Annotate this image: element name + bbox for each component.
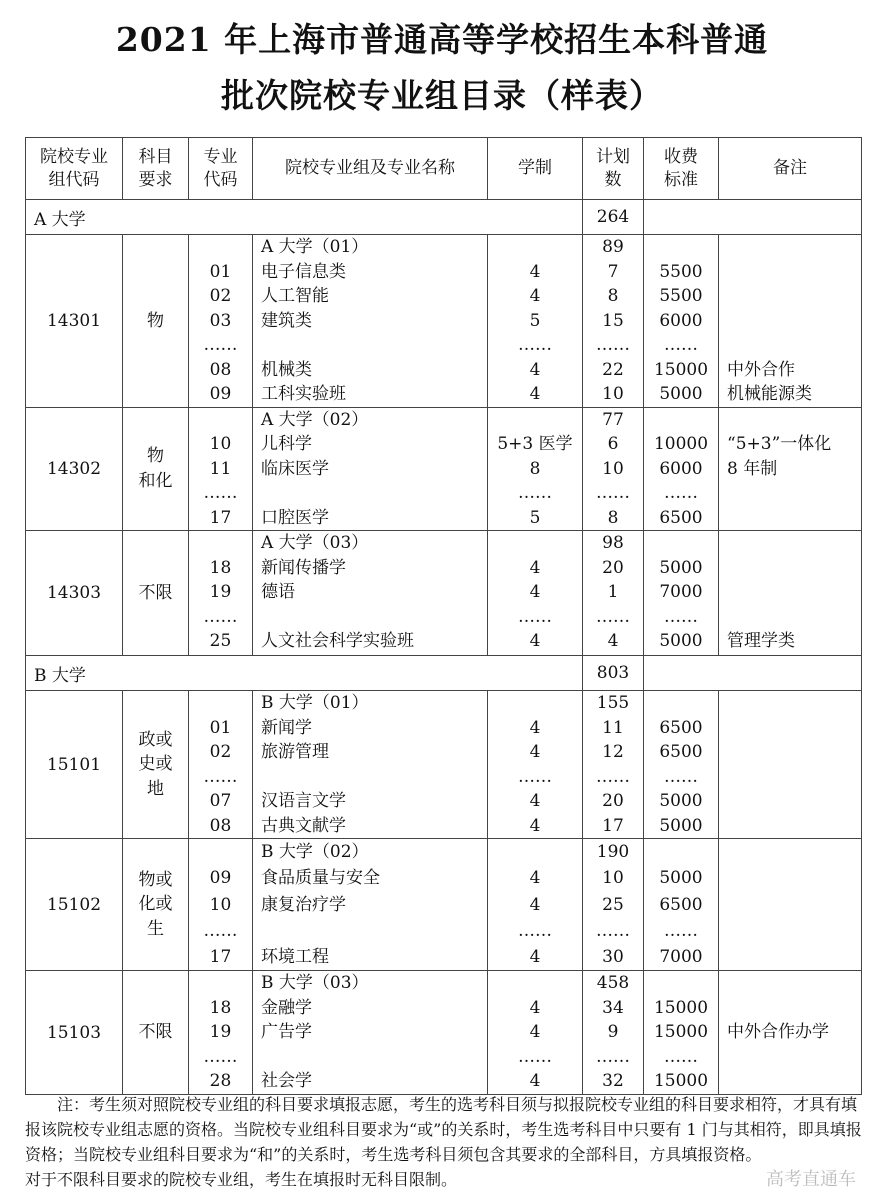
- column-header: 备注: [719, 138, 862, 200]
- major-name: 金融学: [261, 997, 312, 1018]
- tuition-fee-column: [644, 839, 719, 971]
- major-code: ……: [203, 920, 238, 941]
- group-code: 14301: [26, 235, 123, 408]
- remark: [719, 481, 861, 506]
- major-code: 03: [209, 310, 232, 331]
- university-row: [26, 656, 862, 691]
- subject-line: 不限: [138, 1022, 173, 1043]
- tuition-fee: [644, 235, 718, 260]
- column-header: 科目要求: [123, 138, 189, 200]
- tuition-fee: 6000: [659, 310, 703, 331]
- tuition-fee: 6500: [659, 742, 703, 762]
- plan-count: 20: [602, 557, 624, 578]
- major-name: B 大学（02）: [261, 842, 369, 862]
- major-code: ……: [203, 335, 238, 355]
- plan-count-column: [583, 971, 644, 1095]
- major-code-column: [189, 971, 253, 1095]
- study-years: 4: [529, 742, 541, 762]
- tuition-fee: 5000: [659, 557, 703, 578]
- university-row-filler: [644, 656, 862, 691]
- major-name: 环境工程: [261, 947, 329, 968]
- major-code: 18: [209, 997, 232, 1018]
- subject-line: 地: [147, 778, 164, 799]
- subject-line: 史或: [138, 754, 173, 775]
- tuition-fee: ……: [664, 335, 698, 355]
- tuition-fee: [644, 531, 718, 556]
- major-code: 08: [209, 815, 232, 836]
- major-code-column: [189, 691, 253, 839]
- university-row: [26, 200, 862, 235]
- major-code: 08: [209, 359, 232, 380]
- remark: [719, 531, 861, 556]
- plan-count: 17: [602, 815, 624, 836]
- study-years: ……: [518, 766, 552, 787]
- major-code: 10: [209, 894, 232, 915]
- plan-count: 77: [602, 409, 624, 430]
- major-name-column: [253, 235, 488, 408]
- remark: [719, 691, 861, 716]
- group-row: [26, 691, 862, 839]
- tuition-fee: 5000: [659, 791, 703, 811]
- remark: [719, 814, 861, 839]
- column-header: 专业代码: [189, 138, 253, 200]
- tuition-fee-column: [644, 235, 719, 408]
- study-years: 4: [529, 868, 541, 889]
- footnote-para: 注：考生须对照院校专业组的科目要求填报志愿，考生的选考科目须与拟报院校专业组的科目要求相符，才具有填报该院校专业组志愿的资格。当院校专业组科目要求为“或”的关系时，考生选考科目中只要有 1 门与其相符，即具填报资格；当院校专业组科目要求为“和”的关系时，考生选考科目须包含其要求的全部科目，方具填报资格。: [25, 1095, 862, 1164]
- plan-count-column: [583, 691, 644, 839]
- study-years: 4: [529, 717, 541, 738]
- tuition-fee: 5000: [659, 868, 703, 889]
- study-years: 4: [529, 582, 541, 602]
- study-years-column: [488, 971, 583, 1095]
- watermark: 高考直通车: [766, 1169, 856, 1190]
- major-name: 工科实验班: [261, 384, 346, 404]
- major-name: 机械类: [261, 359, 312, 380]
- document-title-line1: 2021 年上海市普通高等学校招生本科普通: [115, 20, 769, 59]
- remark: [719, 309, 861, 334]
- plan-count-column: [583, 531, 644, 656]
- major-name: 德语: [261, 582, 295, 602]
- remark: [719, 865, 861, 891]
- tuition-fee-column: [644, 691, 719, 839]
- major-code: 28: [209, 1071, 232, 1092]
- university-name: B 大学: [26, 656, 583, 691]
- university-plan-total: 803: [583, 656, 644, 691]
- tuition-fee: 5500: [659, 261, 703, 282]
- plan-count: ……: [596, 1046, 630, 1067]
- tuition-fee: 7000: [659, 582, 703, 602]
- remark-column: [719, 691, 862, 839]
- major-name: A 大学（01）: [261, 237, 369, 257]
- remark: [719, 839, 861, 865]
- column-header: 计划数: [583, 138, 644, 200]
- plan-count-column: [583, 407, 644, 531]
- major-code: 01: [209, 717, 232, 738]
- major-name: 口腔医学: [261, 507, 329, 528]
- group-row: [26, 971, 862, 1095]
- plan-count: 98: [602, 533, 624, 553]
- tuition-fee: 6000: [659, 458, 703, 479]
- plan-count: 20: [602, 791, 624, 811]
- remark: [719, 996, 861, 1021]
- tuition-fee: ……: [664, 920, 698, 941]
- major-code: [189, 235, 252, 260]
- subject-line: 和化: [138, 470, 173, 491]
- major-name: 康复治疗学: [261, 894, 346, 915]
- major-code: 01: [209, 261, 232, 282]
- plan-count: ……: [596, 766, 630, 787]
- tuition-fee: 7000: [659, 947, 703, 968]
- study-years: ……: [518, 606, 552, 627]
- study-years: 5: [529, 507, 541, 528]
- subject-line: 物或: [138, 869, 173, 890]
- study-years-column: [488, 407, 583, 531]
- tuition-fee: ……: [664, 483, 698, 503]
- remark: [719, 580, 861, 605]
- catalog-table: [25, 137, 862, 1095]
- tuition-fee: 6500: [659, 717, 703, 738]
- remark: “5+3”一体化: [727, 434, 832, 454]
- remark: [719, 765, 861, 790]
- study-years-column: [488, 235, 583, 408]
- major-name: 临床医学: [261, 458, 329, 479]
- plan-count: 15: [602, 310, 624, 331]
- remark-column: [719, 531, 862, 656]
- major-code: [189, 971, 252, 996]
- major-name: 食品质量与安全: [261, 868, 380, 889]
- subject-requirement: [123, 691, 189, 839]
- study-years-column: [488, 531, 583, 656]
- tuition-fee: ……: [664, 766, 698, 787]
- remark: [719, 944, 861, 970]
- plan-count: 12: [602, 742, 624, 762]
- tuition-fee: [644, 839, 718, 865]
- major-code: ……: [203, 766, 238, 787]
- subject-line: 不限: [138, 582, 173, 603]
- tuition-fee: 5000: [659, 631, 703, 651]
- study-years: [488, 408, 582, 433]
- study-years: 4: [529, 1022, 541, 1043]
- footnote-para: 对于不限科目要求的院校专业组，考生在填报时无科目限制。: [25, 1170, 458, 1189]
- remark: 中外合作办学: [727, 1022, 829, 1043]
- study-years: 4: [529, 1071, 541, 1092]
- major-name-column: [253, 531, 488, 656]
- study-years: 4: [529, 384, 541, 404]
- major-name-column: [253, 691, 488, 839]
- major-code: 19: [209, 582, 232, 602]
- major-code: 09: [209, 384, 232, 404]
- document-title-line2: 批次院校专业组目录（样表）: [221, 76, 663, 115]
- group-row: [26, 531, 862, 656]
- group-code: 14302: [26, 407, 123, 531]
- study-years: 5+3 医学: [497, 434, 573, 454]
- remark-column: [719, 407, 862, 531]
- subject-requirement: [123, 235, 189, 408]
- tuition-fee: [644, 971, 718, 996]
- major-code: 09: [209, 868, 232, 889]
- group-code: 14303: [26, 531, 123, 656]
- subject-requirement: [123, 839, 189, 971]
- plan-count: 8: [607, 286, 619, 306]
- major-code: 18: [209, 557, 232, 578]
- plan-count: 8: [607, 507, 619, 528]
- major-name: 汉语言文学: [261, 791, 346, 811]
- tuition-fee: 10000: [653, 434, 709, 454]
- major-name: [253, 1045, 487, 1070]
- study-years: 4: [529, 631, 541, 651]
- plan-count: 190: [596, 842, 630, 862]
- major-name: 人工智能: [261, 286, 329, 306]
- study-years: [488, 691, 582, 716]
- major-name: 建筑类: [261, 310, 312, 331]
- major-name: B 大学（01）: [261, 693, 369, 713]
- major-code: ……: [203, 1046, 238, 1067]
- major-code: 02: [209, 742, 232, 762]
- study-years: 4: [529, 947, 541, 968]
- major-code: 07: [209, 791, 232, 811]
- major-code: 17: [209, 947, 232, 968]
- remark: [719, 892, 861, 918]
- remark: [719, 556, 861, 581]
- tuition-fee: 15000: [653, 359, 709, 380]
- group-row: [26, 407, 862, 531]
- major-name: 旅游管理: [261, 742, 329, 762]
- major-code: 10: [209, 434, 232, 454]
- remark: [719, 1069, 861, 1094]
- study-years: 4: [529, 286, 541, 306]
- study-years: 4: [529, 894, 541, 915]
- plan-count: 32: [602, 1071, 624, 1092]
- plan-count-column: [583, 235, 644, 408]
- major-code: [189, 408, 252, 433]
- tuition-fee-column: [644, 531, 719, 656]
- tuition-fee: 6500: [659, 894, 703, 915]
- plan-count: ……: [596, 606, 630, 627]
- subject-line: 生: [147, 918, 164, 939]
- subject-requirement: [123, 971, 189, 1095]
- group-code: 15102: [26, 839, 123, 971]
- plan-count: 6: [607, 434, 619, 454]
- remark: [719, 971, 861, 996]
- remark: 中外合作: [727, 359, 795, 380]
- plan-count: 10: [602, 384, 624, 404]
- remark-column: [719, 235, 862, 408]
- remark-column: [719, 839, 862, 971]
- remark: [719, 506, 861, 531]
- major-name-column: [253, 407, 488, 531]
- subject-line: 物: [147, 310, 164, 331]
- study-years: [488, 839, 582, 865]
- plan-count: 25: [602, 894, 624, 915]
- group-code: 15101: [26, 691, 123, 839]
- plan-count: 155: [596, 693, 630, 713]
- major-code: 02: [209, 286, 232, 306]
- study-years: [488, 235, 582, 260]
- plan-count: ……: [596, 920, 630, 941]
- plan-count: 458: [596, 973, 630, 994]
- remark: [719, 605, 861, 630]
- university-name: A 大学: [26, 200, 583, 235]
- major-name-column: [253, 971, 488, 1095]
- plan-count: 22: [602, 359, 624, 380]
- study-years: 4: [529, 261, 541, 282]
- major-code-column: [189, 235, 253, 408]
- major-name: 古典文献学: [261, 815, 346, 836]
- plan-count: 10: [602, 868, 624, 889]
- major-name: B 大学（03）: [261, 973, 369, 994]
- subject-requirement: [123, 531, 189, 656]
- study-years: [488, 971, 582, 996]
- major-code-column: [189, 407, 253, 531]
- tuition-fee: 15000: [653, 1071, 709, 1092]
- tuition-fee: 5000: [659, 384, 703, 404]
- subject-line: 政或: [138, 729, 173, 750]
- study-years: 4: [529, 557, 541, 578]
- remark: [719, 333, 861, 358]
- study-years: ……: [518, 483, 552, 503]
- study-years: ……: [518, 335, 552, 355]
- major-code: 11: [209, 458, 232, 479]
- study-years: 4: [529, 997, 541, 1018]
- major-name: 人文社会科学实验班: [261, 631, 414, 651]
- university-row-filler: [644, 200, 862, 235]
- tuition-fee: 15000: [653, 997, 709, 1018]
- major-code: 25: [209, 631, 232, 651]
- study-years: 4: [529, 359, 541, 380]
- major-name: A 大学（02）: [261, 409, 369, 430]
- study-years: [488, 531, 582, 556]
- plan-count: 30: [602, 947, 624, 968]
- plan-count-column: [583, 839, 644, 971]
- subject-line: 物: [147, 446, 164, 467]
- tuition-fee: 6500: [659, 507, 703, 528]
- plan-count: 10: [602, 458, 624, 479]
- column-header: 院校专业组代码: [26, 138, 123, 200]
- plan-count: 1: [607, 582, 619, 602]
- plan-count: 34: [602, 997, 624, 1018]
- remark: [719, 235, 861, 260]
- remark: [719, 260, 861, 285]
- major-code: [189, 839, 252, 865]
- major-name: A 大学（03）: [261, 533, 369, 553]
- tuition-fee: 5000: [659, 815, 703, 836]
- major-name: 电子信息类: [261, 261, 346, 282]
- tuition-fee: ……: [664, 606, 698, 627]
- tuition-fee-column: [644, 407, 719, 531]
- major-code: [189, 691, 252, 716]
- plan-count: ……: [596, 335, 630, 355]
- remark: [719, 789, 861, 814]
- remark-column: [719, 971, 862, 1095]
- study-years: 8: [529, 458, 541, 479]
- major-code-column: [189, 531, 253, 656]
- group-row: [26, 839, 862, 971]
- remark: [719, 284, 861, 309]
- footnote: [25, 1092, 865, 1192]
- remark: 8 年制: [727, 458, 778, 479]
- remark: [719, 740, 861, 765]
- major-code-column: [189, 839, 253, 971]
- major-name: 新闻学: [261, 717, 312, 738]
- tuition-fee: ……: [664, 1046, 698, 1067]
- major-name: [253, 333, 487, 358]
- tuition-fee-column: [644, 971, 719, 1095]
- study-years: ……: [518, 920, 552, 941]
- study-years-column: [488, 691, 583, 839]
- tuition-fee: 5500: [659, 286, 703, 306]
- column-header: 学制: [488, 138, 583, 200]
- major-name: [253, 481, 487, 506]
- study-years: ……: [518, 1046, 552, 1067]
- major-code: 19: [209, 1022, 232, 1043]
- major-name: 社会学: [261, 1071, 312, 1092]
- remark: 管理学类: [727, 631, 795, 651]
- major-name: [253, 605, 487, 630]
- plan-count: 9: [607, 1022, 619, 1043]
- remark: [719, 1045, 861, 1070]
- plan-count: 11: [602, 717, 624, 738]
- university-plan-total: 264: [583, 200, 644, 235]
- column-header: 收费标准: [644, 138, 719, 200]
- remark: [719, 716, 861, 741]
- plan-count: 7: [607, 261, 619, 282]
- group-code: 15103: [26, 971, 123, 1095]
- major-name: [253, 918, 487, 944]
- major-name: 新闻传播学: [261, 557, 346, 578]
- tuition-fee: 15000: [653, 1022, 709, 1043]
- plan-count: 89: [602, 237, 624, 257]
- subject-requirement: [123, 407, 189, 531]
- column-header: 院校专业组及专业名称: [253, 138, 488, 200]
- study-years: 4: [529, 791, 541, 811]
- major-name: [253, 765, 487, 790]
- tuition-fee: [644, 408, 718, 433]
- group-row: [26, 235, 862, 408]
- remark: [719, 918, 861, 944]
- tuition-fee: [644, 691, 718, 716]
- plan-count: 4: [607, 631, 619, 651]
- major-name-column: [253, 839, 488, 971]
- study-years-column: [488, 839, 583, 971]
- table-header: [26, 138, 862, 200]
- remark: 机械能源类: [727, 384, 812, 404]
- study-years: 5: [529, 310, 541, 331]
- plan-count: ……: [596, 483, 630, 503]
- study-years: 4: [529, 815, 541, 836]
- major-code: ……: [203, 483, 238, 503]
- major-name: 儿科学: [261, 434, 312, 454]
- subject-line: 化或: [138, 894, 173, 915]
- major-code: 17: [209, 507, 232, 528]
- remark: [719, 408, 861, 433]
- major-code: ……: [203, 606, 238, 627]
- major-code: [189, 531, 252, 556]
- major-name: 广告学: [261, 1022, 312, 1043]
